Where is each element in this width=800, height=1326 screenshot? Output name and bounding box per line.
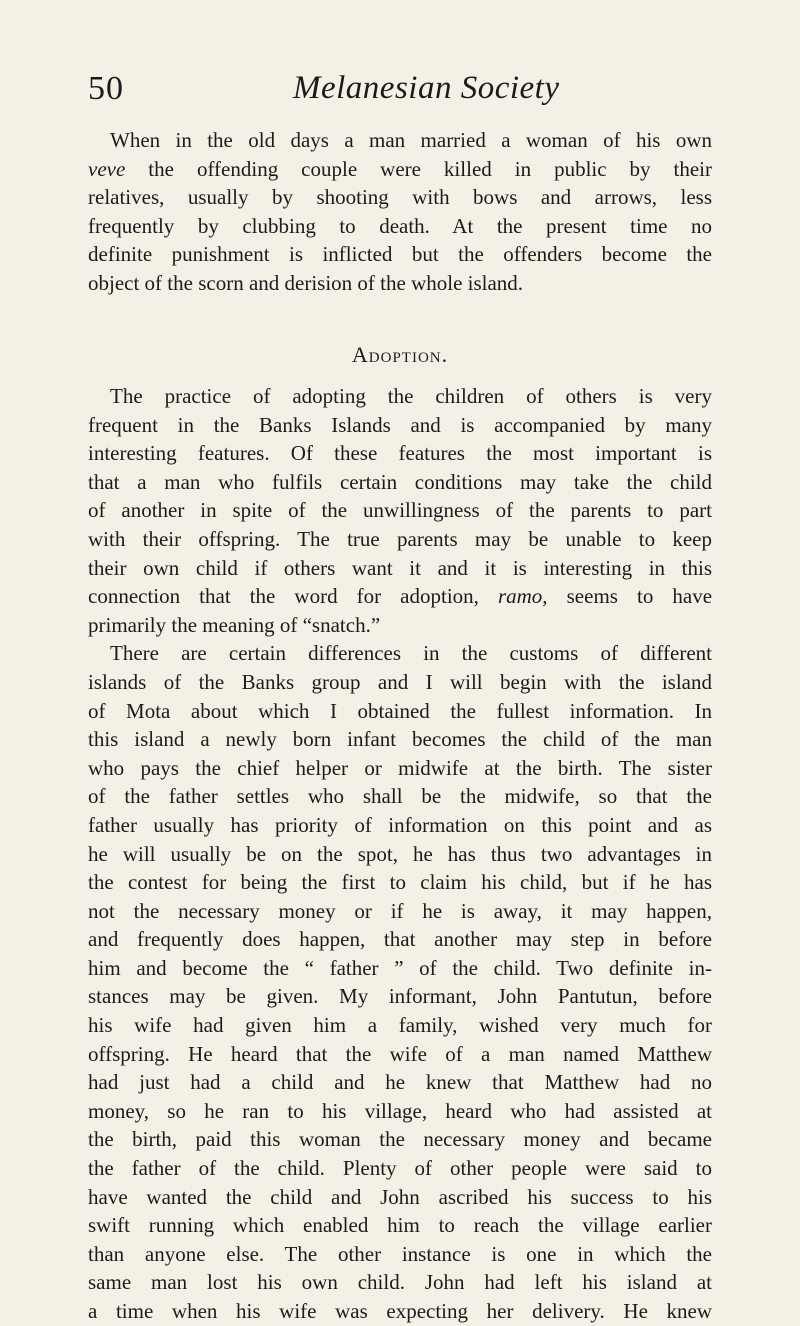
- text-line: who pays the chief helper or midwife at the birth. The sister: [88, 755, 712, 780]
- text-line: relatives, usually by shooting with bows and arrows, less: [88, 185, 712, 210]
- text-line: the contest for being the first to claim his child, but if he has: [88, 870, 712, 895]
- text-line: veve the offending couple were killed in public by their: [88, 156, 713, 181]
- text-line: than anyone else. The other instance is one in which the: [88, 1241, 712, 1266]
- text-line: There are certain differences in the customs of different: [110, 641, 712, 666]
- text-line: this island a newly born infant becomes the child of the man: [88, 727, 712, 752]
- text-line: him and become the “ father ” of the child. Two definite in-: [88, 955, 712, 980]
- text-line: that a man who fulfils certain conditions may take the child: [88, 469, 712, 494]
- text-line: the father of the child. Plenty of other people were said to: [88, 1156, 712, 1181]
- text-line: offspring. He heard that the wife of a man named Matthew: [88, 1041, 712, 1066]
- text-line: frequent in the Banks Islands and is accompanied by many: [88, 412, 712, 437]
- term-veve: veve: [88, 156, 126, 181]
- page-number: 50: [88, 70, 124, 107]
- text-line: not the necessary money or if he is away, it may happen,: [88, 898, 712, 923]
- text-line: their own child if others want it and it is interesting in this: [88, 555, 712, 580]
- text-line: his wife had given him a family, wished very much for: [88, 1013, 712, 1038]
- text-line: The practice of adopting the children of others is very: [110, 384, 712, 408]
- text-line: primarily the meaning of “snatch.”: [88, 612, 381, 637]
- text-line: with their offspring. The true parents may be unable to keep: [88, 526, 712, 551]
- text-line: When in the old days a man married a woman of his own: [110, 128, 712, 152]
- text-line: father usually has priority of information on this point and as: [88, 812, 712, 837]
- running-title: Melanesian Society: [293, 70, 560, 106]
- text-line: he will usually be on the spot, he has thus two advantages in: [88, 841, 712, 866]
- text-line: of the father settles who shall be the midwife, so that the: [88, 784, 712, 809]
- page-header: [88, 70, 708, 120]
- text-line: definite punishment is inflicted but the offenders become the: [88, 242, 712, 267]
- text-line: stances may be given. My informant, John Pantutun, before: [88, 984, 712, 1009]
- paragraph-punishment: [88, 126, 712, 298]
- text-line: have wanted the child and John ascribed his success to his: [88, 1184, 712, 1209]
- text-line: and frequently does happen, that another may step in before: [88, 927, 712, 952]
- text-line: frequently by clubbing to death. At the present time no: [88, 213, 712, 238]
- text-line: connection that the word for adoption, ramo, seems to have: [88, 584, 713, 609]
- text-line: of another in spite of the unwillingness of the parents to part: [88, 498, 712, 523]
- text-line: had just had a child and he knew that Matthew had no: [88, 1070, 712, 1095]
- text-line: of Mota about which I obtained the fullest information. In: [88, 698, 712, 723]
- text-line: interesting features. Of these features the most important is: [88, 441, 712, 466]
- text-line: islands of the Banks group and I will begin with the island: [88, 669, 712, 694]
- term-ramo: ramo,: [497, 584, 548, 609]
- text-line: a time when his wife was expecting her delivery. He knew: [88, 1299, 712, 1323]
- text-line: swift running which enabled him to reach the village earlier: [88, 1213, 712, 1238]
- text-line: object of the scorn and derision of the whole island.: [88, 270, 524, 295]
- text-line: the birth, paid this woman the necessary money and became: [88, 1127, 712, 1152]
- text-line: same man lost his own child. John had left his island at: [88, 1270, 712, 1295]
- text-line: money, so he ran to his village, heard who had assisted at: [88, 1098, 712, 1123]
- section-heading: Adoption.: [351, 342, 449, 367]
- paragraph-adoption: [88, 382, 712, 1326]
